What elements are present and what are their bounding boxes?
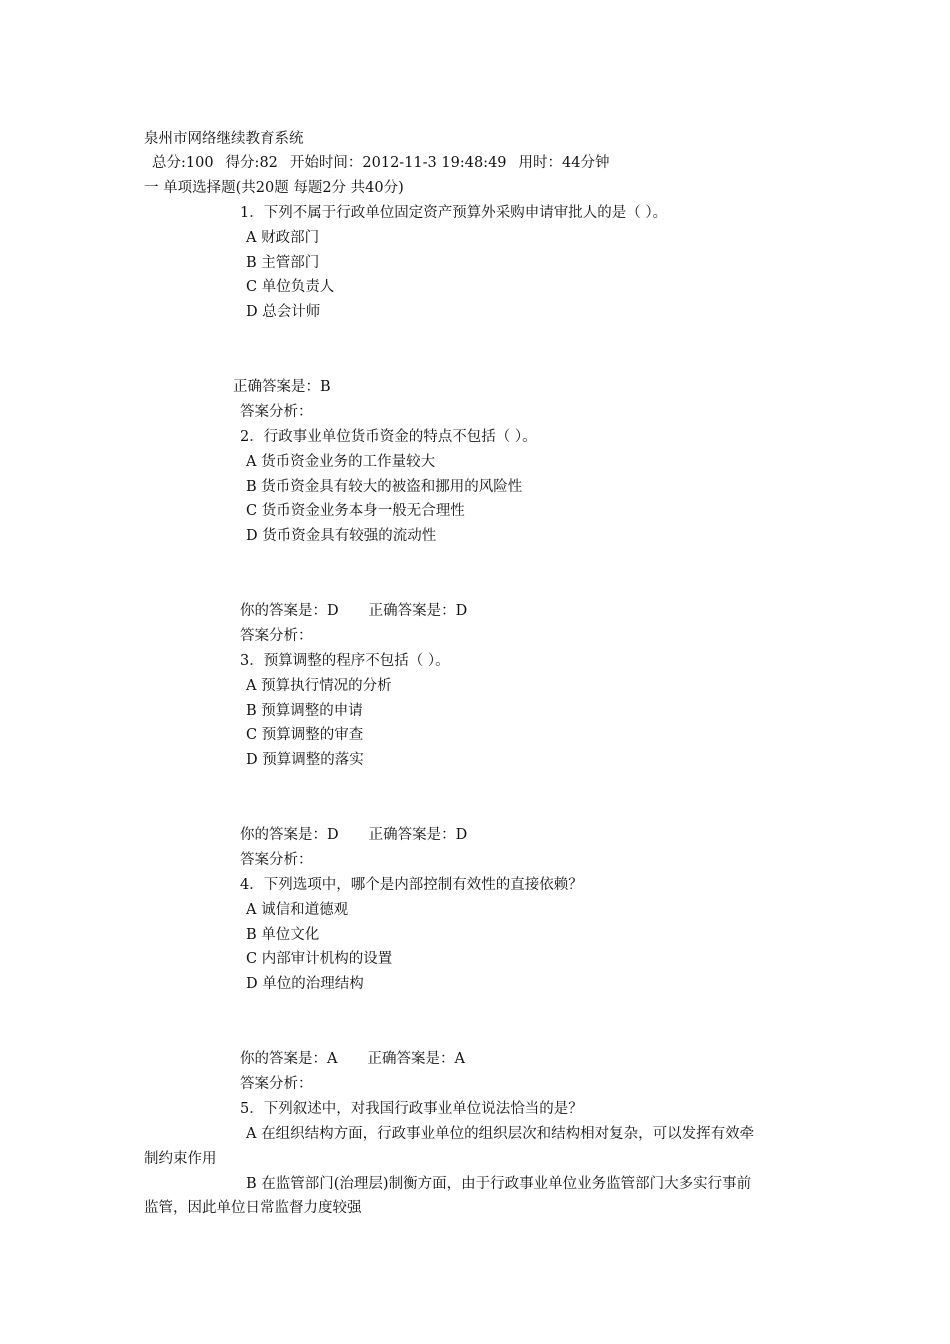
- question-3-option-d: D 预算调整的落实: [246, 752, 364, 768]
- question-4-your-answer: 你的答案是：A: [240, 1051, 338, 1067]
- question-5-text: 5．下列叙述中，对我国行政事业单位说法恰当的是？: [240, 1101, 583, 1117]
- question-2-option-b: B 货币资金具有较大的被盗和挪用的风险性: [246, 479, 523, 495]
- duration: 用时：44分钟: [518, 155, 610, 171]
- question-4-option-d: D 单位的治理结构: [246, 976, 364, 992]
- question-3-correct-answer: 正确答案是：D: [368, 827, 468, 843]
- question-3-option-a: A 预算执行情况的分析: [246, 678, 392, 694]
- total-score: 总分:100: [152, 155, 214, 171]
- question-2-analysis: 答案分析：: [240, 628, 313, 644]
- question-5-option-b-line2: 监管，因此单位日常监督力度较强: [144, 1200, 362, 1216]
- question-5-option-a-line2: 制约束作用: [144, 1151, 217, 1167]
- question-1-option-b: B 主管部门: [246, 255, 320, 271]
- question-2-option-c: C 货币资金业务本身一般无合理性: [246, 503, 465, 519]
- question-4-answers: [240, 1049, 465, 1069]
- question-1-option-d: D 总会计师: [246, 304, 321, 320]
- question-4-analysis: 答案分析：: [240, 1076, 313, 1092]
- question-5-option-b-line1: B 在监管部门(治理层)制衡方面，由于行政事业单位业务监管部门大多实行事前: [246, 1176, 752, 1192]
- question-3-option-c: C 预算调整的审查: [246, 727, 364, 743]
- question-2-answers: [240, 601, 467, 621]
- question-2-option-a: A 货币资金业务的工作量较大: [246, 454, 436, 470]
- question-2-text: 2．行政事业单位货币资金的特点不包括（ ）。: [240, 429, 537, 445]
- score-summary: [152, 153, 609, 173]
- question-3-your-answer: 你的答案是：D: [240, 827, 339, 843]
- question-2-correct-answer: 正确答案是：D: [368, 603, 468, 619]
- system-title: 泉州市网络继续教育系统: [144, 131, 304, 147]
- question-3-text: 3．预算调整的程序不包括（ ）。: [240, 653, 450, 669]
- question-4-text: 4．下列选项中，哪个是内部控制有效性的直接依赖？: [240, 877, 583, 893]
- obtained-score: 得分:82: [225, 155, 278, 171]
- question-1-option-c: C 单位负责人: [246, 279, 335, 295]
- question-2-your-answer: 你的答案是：D: [240, 603, 339, 619]
- question-1-option-a: A 财政部门: [246, 230, 320, 246]
- question-4-option-c: C 内部审计机构的设置: [246, 951, 393, 967]
- question-3-answers: [240, 825, 467, 845]
- question-4-option-b: B 单位文化: [246, 927, 320, 943]
- question-4-correct-answer: 正确答案是：A: [367, 1051, 465, 1067]
- section-title: 一 单项选择题(共20题 每题2分 共40分): [144, 180, 404, 196]
- start-time: 开始时间：2012-11-3 19:48:49: [289, 155, 507, 171]
- question-1-analysis: 答案分析：: [240, 404, 313, 420]
- question-1-correct-answer: 正确答案是：B: [233, 379, 331, 395]
- question-5-option-a-line1: A 在组织结构方面，行政事业单位的组织层次和结构相对复杂，可以发挥有效牵: [246, 1126, 755, 1142]
- question-2-option-d: D 货币资金具有较强的流动性: [246, 528, 437, 544]
- question-3-option-b: B 预算调整的申请: [246, 703, 363, 719]
- question-3-analysis: 答案分析：: [240, 852, 313, 868]
- question-4-option-a: A 诚信和道德观: [246, 902, 349, 918]
- question-1-text: 1．下列不属于行政单位固定资产预算外采购申请审批人的是（ ）。: [240, 205, 668, 221]
